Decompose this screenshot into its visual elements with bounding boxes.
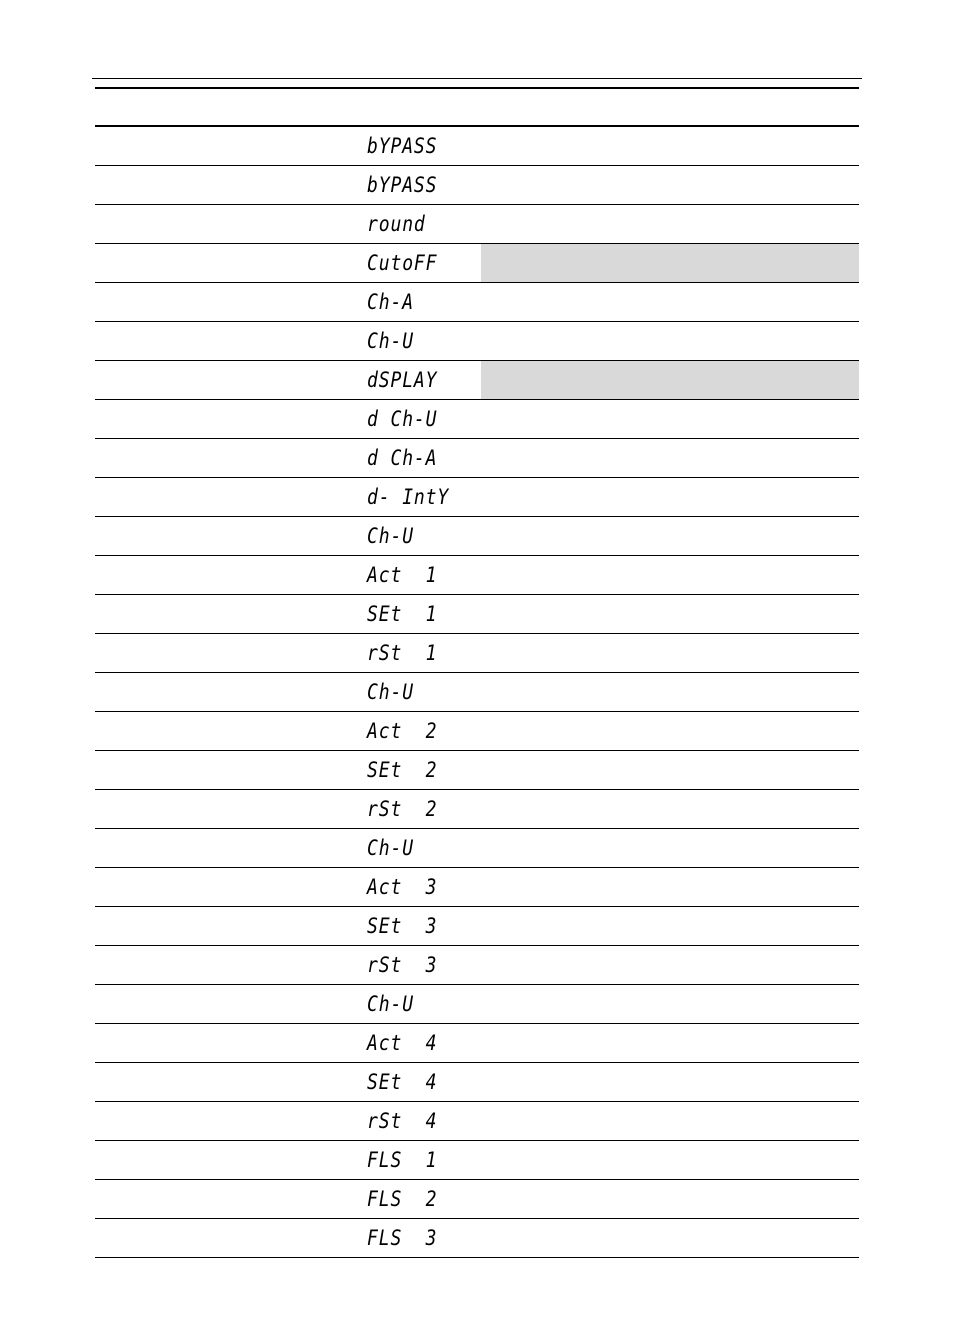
table-row	[95, 400, 859, 439]
table-row	[95, 322, 859, 361]
table-row	[95, 595, 859, 634]
display-code: rSt 3	[367, 953, 438, 977]
table-row	[95, 1180, 859, 1219]
table-row	[95, 868, 859, 907]
table-row	[95, 751, 859, 790]
parameter-table	[95, 125, 859, 1258]
table-row	[95, 205, 859, 244]
display-code: bYPASS	[367, 134, 438, 158]
table-row	[95, 478, 859, 517]
display-code: SEt 4	[367, 1070, 438, 1094]
display-code: Ch-U	[367, 329, 414, 353]
table-row	[95, 907, 859, 946]
display-code: Act 3	[367, 875, 438, 899]
display-code: Ch-U	[367, 680, 414, 704]
table-top-rule	[95, 87, 859, 89]
table-row	[95, 1219, 859, 1258]
table-row	[95, 712, 859, 751]
display-code: FLS 3	[367, 1226, 438, 1250]
display-code: Act 2	[367, 719, 438, 743]
table-row	[95, 673, 859, 712]
display-code: d- IntY	[367, 485, 450, 509]
table-row	[95, 946, 859, 985]
table-row	[95, 439, 859, 478]
display-code: FLS 1	[367, 1148, 438, 1172]
display-code: d Ch-U	[367, 407, 438, 431]
shaded-cell	[481, 244, 859, 282]
table-row	[95, 1141, 859, 1180]
display-code: CutoFF	[367, 251, 438, 275]
table-row	[95, 790, 859, 829]
display-code: rSt 1	[367, 641, 438, 665]
table-row	[95, 361, 859, 400]
display-code: SEt 2	[367, 758, 438, 782]
shaded-cell	[481, 361, 859, 399]
table-row	[95, 985, 859, 1024]
table-row	[95, 829, 859, 868]
display-code: FLS 2	[367, 1187, 438, 1211]
display-code: Act 4	[367, 1031, 438, 1055]
display-code: d Ch-A	[367, 446, 438, 470]
table-row	[95, 283, 859, 322]
page-header-rule	[92, 78, 862, 79]
display-code: SEt 1	[367, 602, 438, 626]
table-row	[95, 517, 859, 556]
table-row	[95, 1063, 859, 1102]
display-code: rSt 4	[367, 1109, 438, 1133]
display-code: round	[367, 212, 426, 236]
display-code: Ch-U	[367, 992, 414, 1016]
table-row	[95, 1024, 859, 1063]
table-row	[95, 166, 859, 205]
display-code: Ch-U	[367, 836, 414, 860]
table-row	[95, 556, 859, 595]
table-row	[95, 1102, 859, 1141]
display-code: rSt 2	[367, 797, 438, 821]
display-code: Ch-U	[367, 524, 414, 548]
table-row	[95, 244, 859, 283]
display-code: bYPASS	[367, 173, 438, 197]
display-code: Ch-A	[367, 290, 414, 314]
display-code: Act 1	[367, 563, 438, 587]
table-row	[95, 127, 859, 166]
table-row	[95, 634, 859, 673]
display-code: SEt 3	[367, 914, 438, 938]
display-code: dSPLAY	[367, 368, 438, 392]
